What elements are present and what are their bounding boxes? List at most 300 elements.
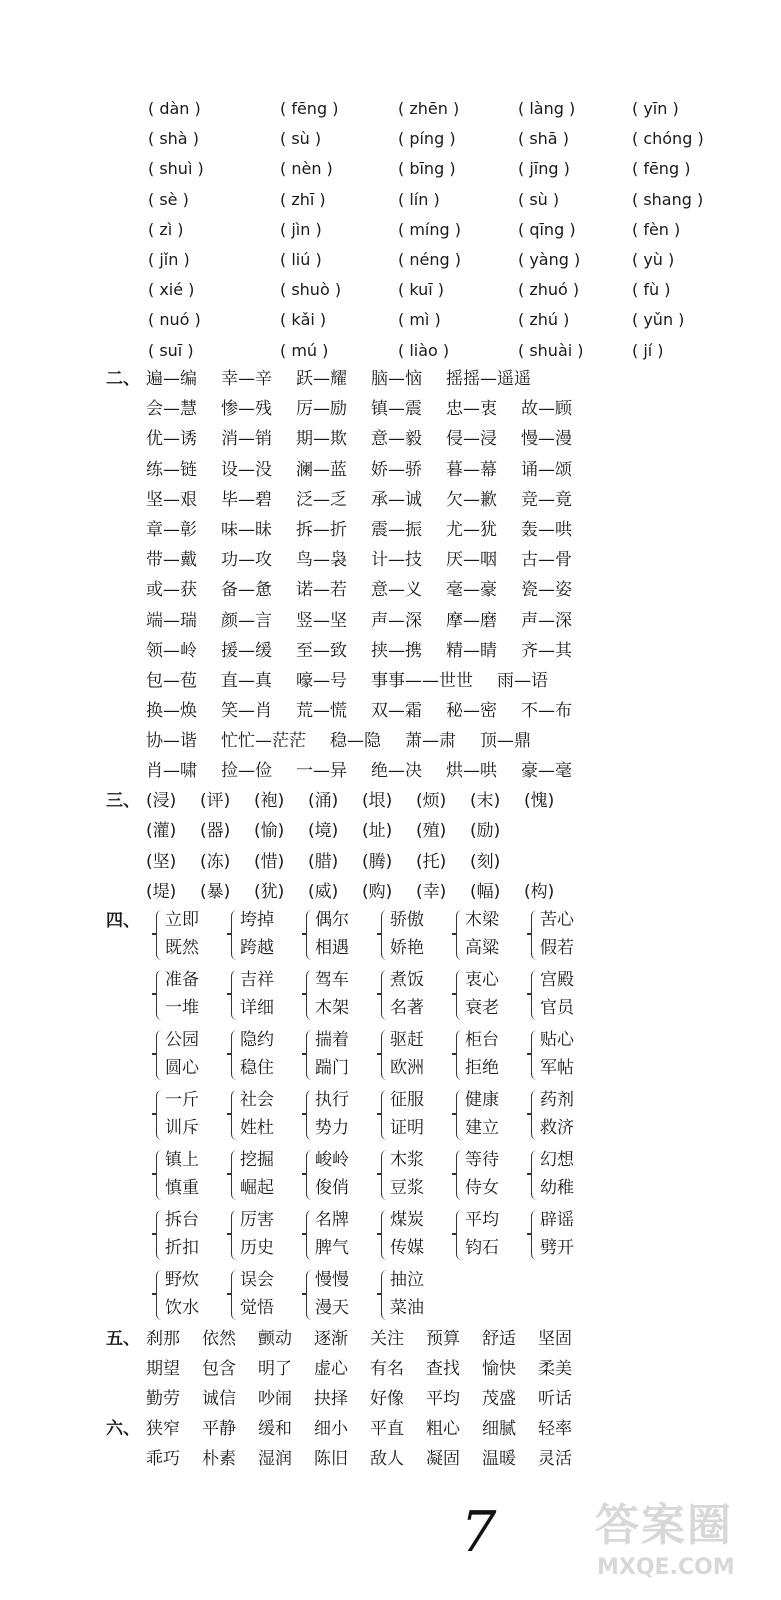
brace-icon [231,970,238,1020]
homophone-group [381,966,441,1022]
bracket-answer: (堤) [146,882,177,903]
homophone-group [156,1266,216,1322]
word-pair: 拆—折 [296,519,347,540]
bracket-answer: (末) [470,791,501,811]
bracket-answer: (坚) [146,851,177,872]
group-word-top: 煤炭 [390,1210,424,1230]
pinyin-answer: ( zhuó ) [518,280,580,300]
word-pair: 摩—磨 [446,610,497,631]
word-pair: 毕—碧 [221,489,272,510]
word-pair: 查找 [426,1359,460,1379]
brace-icon [456,1030,463,1080]
pinyin-answer: ( yù ) [632,249,675,269]
pinyin-answer: ( bīng ) [398,159,456,179]
homophone-group [156,966,216,1022]
group-word-bottom: 建立 [465,1118,499,1138]
group-word-bottom: 慎重 [165,1178,199,1198]
pinyin-answer: ( néng ) [398,249,461,269]
word-pair: 期望 [146,1359,180,1379]
pinyin-answer: ( sù ) [280,129,322,149]
brace-icon [531,910,538,960]
pinyin-answer: ( xié ) [148,280,195,300]
bracket-answer: (袍) [254,791,285,811]
word-pair: 狭窄 [146,1419,180,1439]
word-pair: 平静 [202,1419,236,1439]
word-pair: 听话 [538,1389,572,1409]
group-word-bottom: 圆心 [165,1058,199,1078]
homophone-group [231,1146,291,1202]
word-pair: 轻率 [538,1419,572,1439]
pinyin-answer: ( nuó ) [148,310,201,330]
group-word-bottom: 饮水 [165,1298,199,1318]
word-pair: 包—苞 [146,670,197,691]
group-word-bottom: 高粱 [465,938,499,958]
pinyin-answer: ( liú ) [280,249,322,269]
pinyin-answer: ( shang ) [632,189,704,209]
word-pair: 凝固 [426,1449,460,1469]
pinyin-answer: ( zì ) [148,219,184,239]
group-word-bottom: 幼稚 [540,1178,574,1198]
group-word-top: 挖掘 [240,1150,274,1170]
group-word-bottom: 假若 [540,938,574,958]
word-pair: 竞—竟 [521,489,572,510]
pinyin-answer: ( míng ) [398,219,461,239]
word-pair: 功—攻 [221,550,272,571]
group-word-top: 幻想 [540,1150,574,1170]
word-pair: 勤劳 [146,1389,180,1409]
group-word-bottom: 欧洲 [390,1058,424,1078]
homophone-group [156,1146,216,1202]
word-pair: 舒适 [482,1329,516,1349]
pinyin-answer: ( zhú ) [518,310,570,330]
bracket-answer: (构) [524,882,555,903]
homophone-group [156,1206,216,1262]
group-word-top: 准备 [165,970,199,990]
brace-icon [306,1270,313,1320]
pinyin-answer: ( nèn ) [280,159,333,179]
word-pair: 意—毅 [371,429,422,450]
group-word-top: 健康 [465,1090,499,1110]
word-pair: 声—深 [371,610,422,631]
pinyin-answer: ( zhēn ) [398,99,460,118]
word-pair: 古—骨 [521,550,572,571]
word-pair: 精—睛 [446,640,497,661]
brace-icon [381,1090,388,1140]
word-pair: 忙忙—茫茫 [221,731,306,752]
word-pair: 鸟—袅 [296,550,347,571]
section-5-number: 五、 [106,1329,140,1349]
brace-icon [531,1030,538,1080]
word-pair: 湿润 [258,1449,292,1469]
pinyin-answer: ( suī ) [148,340,194,360]
pinyin-answer: ( shuò ) [280,280,342,300]
homophone-group [306,906,366,962]
bracket-answer: (购) [362,882,393,903]
brace-icon [156,970,163,1020]
group-word-bottom: 侍女 [465,1178,499,1198]
word-pair: 关注 [370,1329,404,1349]
brace-icon [231,1270,238,1320]
group-word-top: 吉祥 [240,970,274,990]
word-pair: 优—诱 [146,429,197,450]
brace-icon [531,970,538,1020]
brace-icon [531,1090,538,1140]
group-word-top: 抽泣 [390,1270,424,1290]
group-word-top: 揣着 [315,1030,349,1050]
word-pair: 厉—励 [296,399,347,420]
word-pair: 摇摇—遥遥 [446,369,531,389]
word-pair: 震—振 [371,519,422,540]
word-pair: 烘—哄 [446,761,497,782]
group-word-top: 社会 [240,1090,274,1110]
word-pair: 挟—携 [371,640,422,661]
brace-icon [156,1030,163,1080]
word-pair: 秘—密 [446,701,497,722]
homophone-group [381,1206,441,1262]
word-pair: 有名 [370,1359,404,1379]
group-word-top: 平均 [465,1210,499,1230]
word-pair: 愉快 [482,1359,516,1379]
bracket-answer: (涌) [308,791,339,811]
pinyin-answer: ( chóng ) [632,129,704,149]
pinyin-answer: ( yǔn ) [632,310,685,330]
pinyin-answer: ( zhī ) [280,189,326,209]
word-pair: 稳—隐 [330,731,381,752]
group-word-bottom: 踹门 [315,1058,349,1078]
brace-icon [381,1270,388,1320]
group-word-top: 宫殿 [540,970,574,990]
bracket-answer: (幸) [416,882,447,903]
brace-icon [456,1210,463,1260]
section-2-number: 二、 [106,369,140,389]
group-word-top: 骄傲 [390,910,424,930]
group-word-top: 公园 [165,1030,199,1050]
word-pair: 味—昧 [221,519,272,540]
homophone-group [306,1266,366,1322]
word-pair: 肖—啸 [146,761,197,782]
word-pair: 一—异 [296,761,347,782]
group-word-bottom: 折扣 [165,1238,199,1258]
word-pair: 欠—歉 [446,489,497,510]
brace-icon [381,1150,388,1200]
group-word-bottom: 训斥 [165,1118,199,1138]
group-word-bottom: 军帖 [540,1058,574,1078]
bracket-answer: (腊) [308,851,339,872]
word-pair: 惨—残 [221,399,272,420]
homophone-group [231,906,291,962]
word-pair: 虚心 [314,1359,348,1379]
group-word-bottom: 姓杜 [240,1118,274,1138]
word-pair: 领—岭 [146,640,197,661]
group-word-bottom: 俊俏 [315,1178,349,1198]
word-pair: 朴素 [202,1449,236,1469]
bracket-answer: (腾) [362,851,393,872]
group-word-bottom: 官员 [540,998,574,1018]
group-word-top: 征服 [390,1090,424,1110]
word-pair: 抉择 [314,1389,348,1409]
bracket-answer: (灌) [146,821,177,842]
group-word-bottom: 传媒 [390,1238,424,1258]
homophone-group [306,1086,366,1142]
word-pair: 捡—俭 [221,761,272,782]
word-pair: 豪—毫 [521,761,572,782]
homophone-group [531,966,591,1022]
word-pair: 刹那 [146,1329,180,1349]
word-pair: 带—戴 [146,550,197,571]
brace-icon [531,1210,538,1260]
group-word-bottom: 觉悟 [240,1298,274,1318]
brace-icon [231,910,238,960]
brace-icon [531,1150,538,1200]
word-pair: 跃—耀 [296,369,347,389]
pinyin-answer: ( mú ) [280,340,329,360]
word-pair: 温暖 [482,1449,516,1469]
bracket-answer: (器) [200,821,231,842]
group-word-bottom: 豆浆 [390,1178,424,1198]
word-pair: 幸—辛 [221,369,272,389]
group-word-top: 峻岭 [315,1150,349,1170]
homophone-group [381,1026,441,1082]
group-word-top: 执行 [315,1090,349,1110]
pinyin-answer: ( fèn ) [632,219,681,239]
brace-icon [306,1030,313,1080]
bracket-answer: (威) [308,882,339,903]
word-pair: 吵闹 [258,1389,292,1409]
group-word-bottom: 菜油 [390,1298,424,1318]
pinyin-answer: ( shà ) [148,129,199,149]
watermark-url: MXQE.COM [597,1555,735,1580]
brace-icon [381,1030,388,1080]
word-pair: 粗心 [426,1419,460,1439]
word-pair: 雨—语 [497,670,548,691]
homophone-group [156,1086,216,1142]
word-pair: 诚信 [202,1389,236,1409]
homophone-group [456,1146,516,1202]
bracket-answer: (暴) [200,882,231,903]
homophone-group [156,1026,216,1082]
bracket-answer: (殖) [416,821,447,842]
group-word-bottom: 崛起 [240,1178,274,1198]
word-pair: 绝—决 [371,761,422,782]
bracket-answer: (垠) [362,791,393,811]
word-pair: 章—彰 [146,519,197,540]
bracket-answer: (惜) [254,851,285,872]
group-word-bottom: 漫天 [315,1298,349,1318]
page-number: 7 [453,1500,503,1565]
word-pair: 会—慧 [146,399,197,420]
pinyin-answer: ( lín ) [398,189,440,209]
pinyin-answer: ( shuài ) [518,340,584,360]
homophone-group [231,1266,291,1322]
group-word-bottom: 相遇 [315,938,349,958]
word-pair: 好像 [370,1389,404,1409]
pinyin-answer: ( fù ) [632,280,671,300]
group-word-top: 一斤 [165,1090,199,1110]
homophone-group [456,906,516,962]
word-pair: 忠—衷 [446,399,497,420]
brace-icon [306,1090,313,1140]
word-pair: 或—获 [146,580,197,601]
word-pair: 承—诚 [371,489,422,510]
group-word-bottom: 衰老 [465,998,499,1018]
bracket-answer: (冻) [200,851,231,872]
word-pair: 毫—豪 [446,580,497,601]
group-word-top: 名牌 [315,1210,349,1230]
group-word-bottom: 拒绝 [465,1058,499,1078]
word-pair: 练—链 [146,459,197,480]
group-word-bottom: 跨越 [240,938,274,958]
group-word-top: 木梁 [465,910,499,930]
word-pair: 乖巧 [146,1449,180,1469]
word-pair: 遍—编 [146,369,197,389]
pinyin-answer: ( kuī ) [398,280,445,300]
bracket-answer: (幅) [470,882,501,903]
section-3-number: 三、 [106,791,140,811]
group-word-bottom: 钧石 [465,1238,499,1258]
word-pair: 明了 [258,1359,292,1379]
word-pair: 泛—乏 [296,489,347,510]
word-pair: 双—霜 [371,701,422,722]
word-pair: 不—布 [521,701,572,722]
word-pair: 镇—震 [371,399,422,420]
pinyin-answer: ( jīng ) [518,159,570,179]
group-word-bottom: 劈开 [540,1238,574,1258]
brace-icon [306,1150,313,1200]
word-pair: 坚—艰 [146,489,197,510]
brace-icon [231,1210,238,1260]
pinyin-answer: ( yàng ) [518,249,581,269]
word-pair: 荒—慌 [296,701,347,722]
brace-icon [381,970,388,1020]
pinyin-answer: ( shā ) [518,129,569,149]
word-pair: 萧—肃 [405,731,456,752]
group-word-top: 木浆 [390,1150,424,1170]
brace-icon [156,1090,163,1140]
word-pair: 计—技 [371,550,422,571]
bracket-answer: (励) [470,821,501,842]
pinyin-answer: ( liào ) [398,340,450,360]
group-word-bottom: 详细 [240,998,274,1018]
word-pair: 事事——世世 [371,670,473,691]
word-pair: 设—没 [221,459,272,480]
homophone-group [231,966,291,1022]
group-word-top: 厉害 [240,1210,274,1230]
pinyin-answer: ( sù ) [518,189,560,209]
word-pair: 齐—其 [521,640,572,661]
homophone-group [381,1146,441,1202]
word-pair: 预算 [426,1329,460,1349]
word-pair: 依然 [202,1329,236,1349]
pinyin-answer: ( jí ) [632,340,664,360]
group-word-top: 镇上 [165,1150,199,1170]
pinyin-answer: ( mì ) [398,310,441,330]
word-pair: 故—顾 [521,399,572,420]
word-pair: 直—真 [221,670,272,691]
word-pair: 暮—幕 [446,459,497,480]
word-pair: 嚎—号 [296,670,347,691]
group-word-top: 驾车 [315,970,349,990]
brace-icon [381,910,388,960]
brace-icon [306,1210,313,1260]
word-pair: 诵—颂 [521,459,572,480]
pinyin-answer: ( qīng ) [518,219,576,239]
brace-icon [156,1150,163,1200]
brace-icon [456,1090,463,1140]
group-word-bottom: 证明 [390,1118,424,1138]
brace-icon [456,1150,463,1200]
bracket-answer: (境) [308,821,339,842]
bracket-answer: (浸) [146,791,177,811]
word-pair: 敌人 [370,1449,404,1469]
pinyin-answer: ( yīn ) [632,99,679,118]
pinyin-answer: ( shuì ) [148,159,204,179]
group-word-top: 驱赶 [390,1030,424,1050]
brace-icon [381,1210,388,1260]
pinyin-answer: ( sè ) [148,189,189,209]
word-pair: 茂盛 [482,1389,516,1409]
word-pair: 细小 [314,1419,348,1439]
bracket-answer: (评) [200,791,231,811]
group-word-top: 柜台 [465,1030,499,1050]
pinyin-answer: ( dàn ) [148,99,201,118]
brace-icon [231,1030,238,1080]
homophone-group [531,906,591,962]
homophone-group [381,1086,441,1142]
group-word-top: 等待 [465,1150,499,1170]
group-word-bottom: 救济 [540,1118,574,1138]
word-pair: 柔美 [538,1359,572,1379]
homophone-group [456,966,516,1022]
homophone-group [381,1266,441,1322]
homophone-group [306,1206,366,1262]
bracket-answer: (犹) [254,882,285,903]
homophone-group [231,1086,291,1142]
homophone-group [531,1206,591,1262]
word-pair: 坚固 [538,1329,572,1349]
brace-icon [306,910,313,960]
group-word-top: 衷心 [465,970,499,990]
group-word-top: 垮掉 [240,910,274,930]
word-pair: 平直 [370,1419,404,1439]
word-pair: 至—致 [296,640,347,661]
pinyin-answer: ( jǐn ) [148,249,190,269]
word-pair: 平均 [426,1389,460,1409]
group-word-top: 辟谣 [540,1210,574,1230]
group-word-top: 误会 [240,1270,274,1290]
word-pair: 笑—肖 [221,701,272,722]
word-pair: 逐渐 [314,1329,348,1349]
homophone-group [306,1026,366,1082]
word-pair: 脑—恼 [371,369,422,389]
word-pair: 换—焕 [146,701,197,722]
group-word-bottom: 脾气 [315,1238,349,1258]
pinyin-answer: ( làng ) [518,99,576,118]
homophone-group [456,1086,516,1142]
brace-icon [156,1210,163,1260]
bracket-answer: (托) [416,851,447,872]
bracket-answer: (愧) [524,791,555,811]
watermark [595,1500,770,1595]
bracket-answer: (烦) [416,791,447,811]
word-pair: 颤动 [258,1329,292,1349]
bracket-answer: (址) [362,821,393,842]
homophone-group [531,1146,591,1202]
brace-icon [231,1090,238,1140]
brace-icon [456,970,463,1020]
homophone-group [456,1026,516,1082]
group-word-top: 偶尔 [315,910,349,930]
group-word-top: 拆台 [165,1210,199,1230]
